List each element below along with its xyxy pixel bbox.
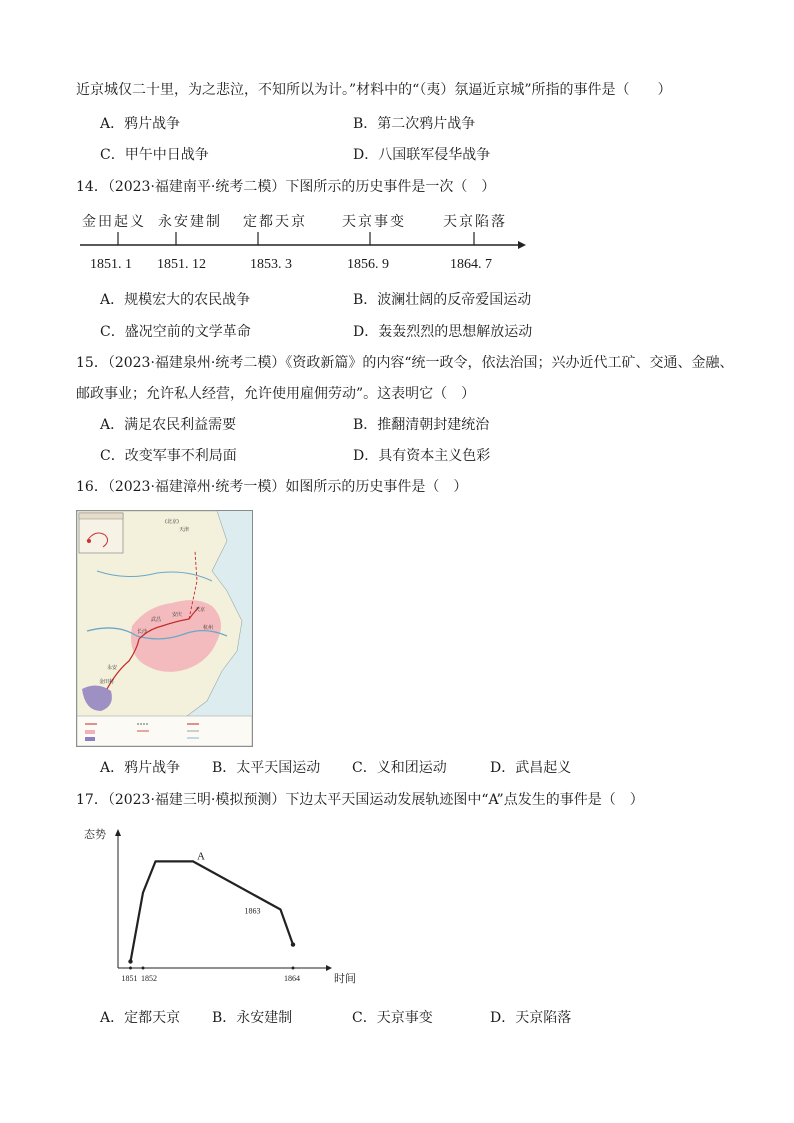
point-label-a: A <box>197 850 205 863</box>
q16-option-a[interactable]: A．鸦片战争 <box>100 760 181 776</box>
x-tick <box>142 967 145 970</box>
timeline-date: 1851. 12 <box>157 257 206 272</box>
y-axis-arrow <box>115 829 121 836</box>
timeline-date: 1864. 7 <box>450 257 492 272</box>
map-label: (北京) <box>165 519 179 525</box>
q17-option-a[interactable]: A．定都天京 <box>100 1010 181 1026</box>
map-label: 杭州 <box>203 625 214 631</box>
q13-stem-end: 近京城仅二十里，为之悲泣，不知所以为计。”材料中的“（夷）氛逼近京城”所指的事件是（ ） <box>76 82 672 98</box>
q16-option-c[interactable]: C．义和团运动 <box>352 760 447 776</box>
q17-option-c[interactable]: C．天京事变 <box>352 1010 433 1026</box>
taiping-map-image <box>76 510 253 747</box>
map-label: 安庆 <box>172 612 183 618</box>
y-axis-label: 态势 <box>84 828 106 841</box>
x-tick <box>292 967 295 970</box>
timeline-date: 1853. 3 <box>250 257 292 272</box>
x-tick-label: 1864 <box>284 974 300 983</box>
q17-stem: 17．（2023·福建三明·模拟预测）下边太平天国运动发展轨迹图中“A”点发生的事件是（ ） <box>76 792 644 808</box>
q15-stem-line2: 邮政事业；允许私人经营，允许使用雇佣劳动”。这表明它（ ） <box>76 386 476 402</box>
q14-option-b[interactable]: B．波澜壮阔的反帝爱国运动 <box>353 292 532 308</box>
map-label: 金田村 <box>99 679 115 685</box>
timeline-event: 金田起义 <box>82 214 146 230</box>
q15-option-a[interactable]: A．满足农民利益需要 <box>100 417 237 433</box>
timeline-event: 天京事变 <box>342 214 406 230</box>
q13-option-c[interactable]: C．甲午中日战争 <box>100 147 209 163</box>
q14-stem: 14．（2023·福建南平·统考二模）下图所示的历史事件是一次（ ） <box>76 179 496 195</box>
q13-option-a[interactable]: A．鸦片战争 <box>100 116 181 132</box>
trend-line <box>131 861 294 961</box>
x-tick-label: 1852 <box>141 974 157 983</box>
q13-option-d[interactable]: D．八国联军侵华战争 <box>353 147 491 163</box>
map-label: 永安 <box>107 665 118 671</box>
map-label: 武昌 <box>151 617 162 623</box>
x-tick-label: 1851 <box>121 974 138 983</box>
x-tick <box>129 967 132 970</box>
map-label: 天津 <box>179 527 190 533</box>
timeline-date: 1856. 9 <box>347 257 389 272</box>
timeline-date: 1851. 1 <box>90 257 132 272</box>
q14-option-d[interactable]: D．轰轰烈烈的思想解放运动 <box>353 324 533 340</box>
q17-option-d[interactable]: D．天京陷落 <box>490 1010 572 1026</box>
q17-option-b[interactable]: B．永安建制 <box>212 1010 293 1026</box>
q13-option-b[interactable]: B．第二次鸦片战争 <box>353 116 476 132</box>
q14-option-c[interactable]: C．盛况空前的文学革命 <box>100 324 251 340</box>
q15-option-d[interactable]: D．具有资本主义色彩 <box>353 448 491 464</box>
trend-chart <box>80 826 356 986</box>
timeline-event: 天京陷落 <box>443 214 507 230</box>
q15-option-c[interactable]: C．改变军事不利局面 <box>100 448 237 464</box>
q16-option-b[interactable]: B．太平天国运动 <box>212 760 321 776</box>
q15-option-b[interactable]: B．推翻清朝封建统治 <box>353 417 490 433</box>
q14-option-a[interactable]: A．规模宏大的农民战争 <box>100 292 251 308</box>
timeline-event: 永安建制 <box>158 214 222 230</box>
x-axis-arrow <box>326 965 332 971</box>
data-point <box>291 942 295 946</box>
timeline-axis <box>78 230 528 252</box>
point-label-1863: 1863 <box>244 906 261 916</box>
q16-option-d[interactable]: D．武昌起义 <box>490 760 572 776</box>
map-label: 天京 <box>195 607 206 613</box>
timeline-event: 定都天京 <box>243 214 307 230</box>
map-label: 长沙 <box>137 629 148 635</box>
q16-stem: 16．（2023·福建漳州·统考一模）如图所示的历史事件是（ ） <box>76 479 468 495</box>
q15-stem-line1: 15．（2023·福建泉州·统考二模）《资政新篇》的内容“统一政令，依法治国；兴办近代工矿、交通、金融、 <box>76 355 734 371</box>
x-axis-label: 时间 <box>334 972 356 985</box>
data-point <box>128 959 132 963</box>
